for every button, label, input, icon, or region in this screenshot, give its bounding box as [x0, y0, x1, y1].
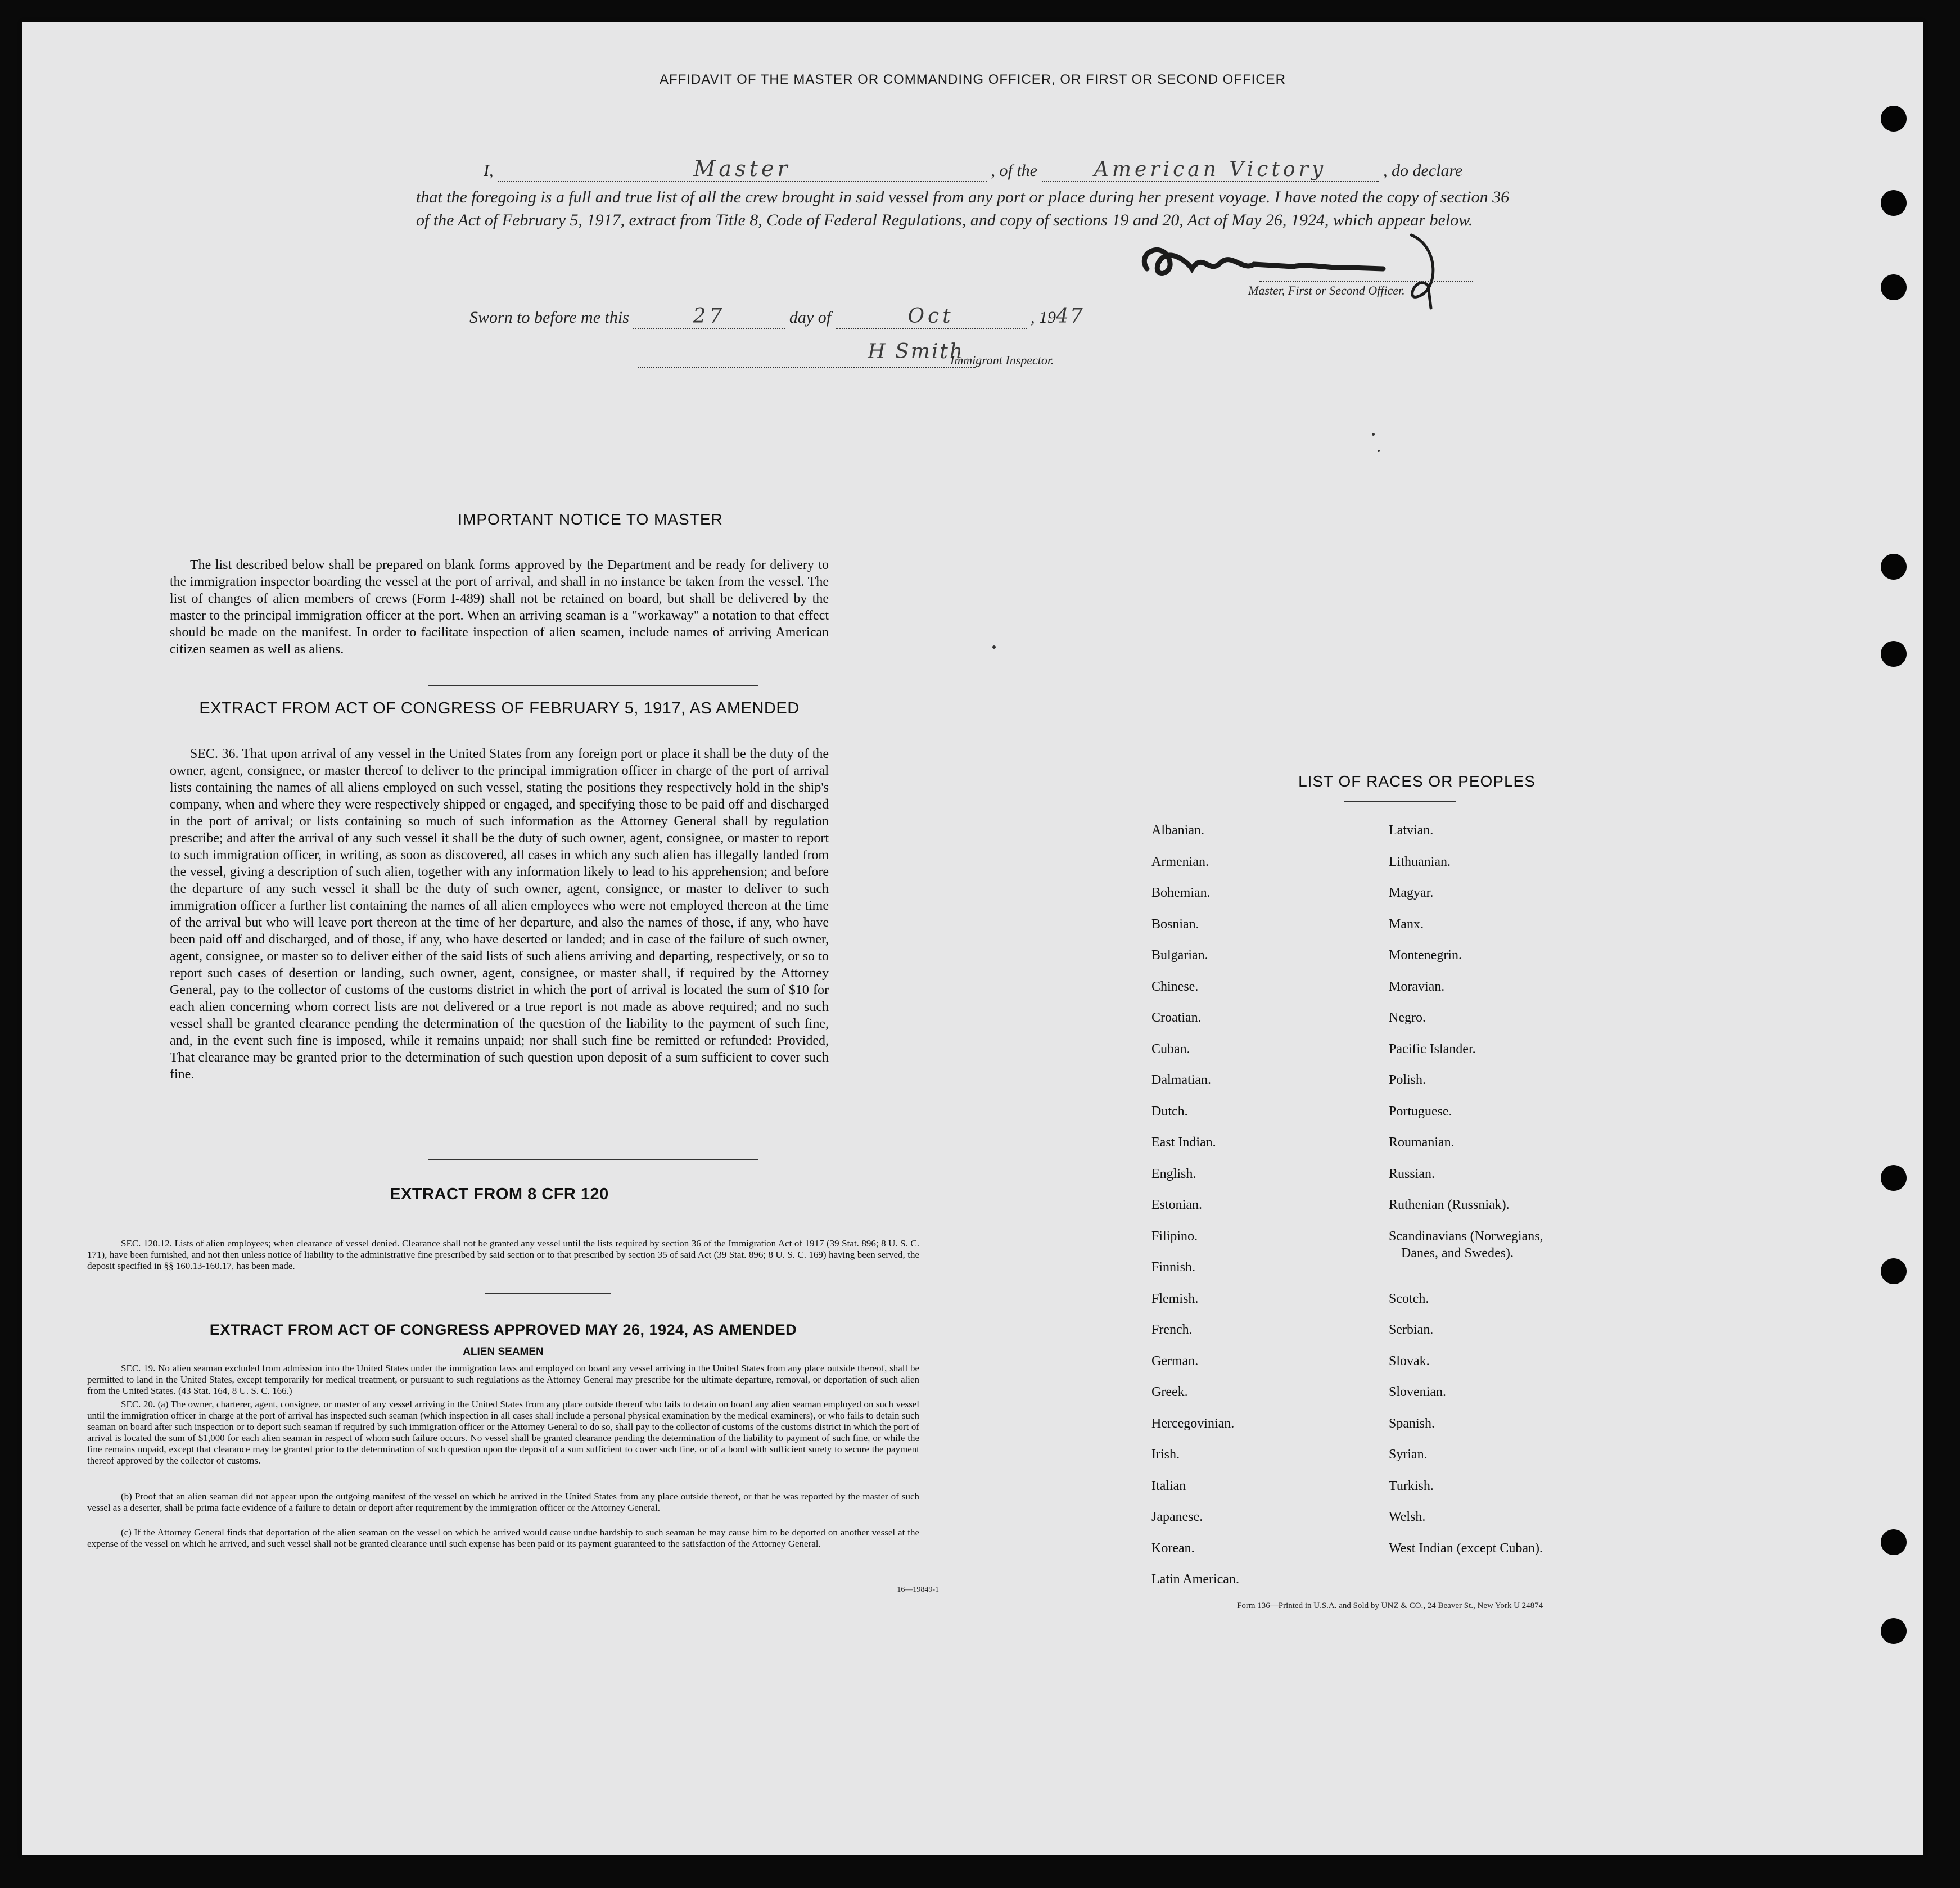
speck	[1378, 450, 1380, 452]
declaration-body: that the foregoing is a full and true list of all the crew brought in said vessel from any port or place during her present voyage. I have noted the copy of section 36 of the Act of February 5, 1917, extract from Title 8, Code of Federal Regulations, and copy of sections 19 and 20, Act of May 26, 1924, which appear below.	[416, 188, 1510, 229]
declaration-of-the: , of the	[991, 161, 1037, 180]
race-item: Albanian.	[1151, 823, 1204, 838]
races-title: LIST OF RACES OR PEOPLES	[1298, 773, 1536, 790]
master-signature	[1124, 229, 1484, 314]
extract-1924-sec20c: (c) If the Attorney General finds that deportation of the alien seaman on the vessel on which he arrived would cause undue hardship to such seaman he may cause him to be deported on another vessel at the expense of the vessel on which he arrived, and such vessel shall not be granted clearance until such expense has been paid or its payment guaranteed to the satisfaction of the Attorney General.	[87, 1527, 919, 1549]
form-number: 16—19849-1	[897, 1586, 939, 1594]
race-item: Russian.	[1389, 1166, 1435, 1181]
vessel-handwritten: American Victory	[1094, 158, 1327, 181]
signature-caption: Master, First or Second Officer.	[1248, 283, 1405, 297]
race-item: Japanese.	[1151, 1510, 1203, 1524]
race-item: Armenian.	[1151, 854, 1209, 869]
punch-hole	[1881, 274, 1907, 300]
race-item: English.	[1151, 1166, 1196, 1181]
notice-body: The list described below shall be prepared on blank forms approved by the Department and be ready for delivery to the immigration inspector boarding the vessel at the port of arrival, and shall in no instance be taken from the vessel. The list of changes of alien members of crews (Form I-489) shall not be retained on board, but shall be delivered by the master to the principal immigration officer at the port. When an arriving seaman is a "workaway" a notation to that effect should be made on the manifest. In order to facilitate inspection of alien seamen, include names of arriving American citizen seamen as well as aliens.	[170, 558, 829, 657]
punch-hole	[1881, 1618, 1907, 1644]
race-item: Pacific Islander.	[1389, 1041, 1476, 1056]
race-item: Moravian.	[1389, 979, 1445, 994]
race-item: Hercegovinian.	[1151, 1416, 1235, 1431]
race-item: Spanish.	[1389, 1416, 1435, 1431]
signature-line	[1259, 281, 1473, 282]
extract-1924-sec19: SEC. 19. No alien seaman excluded from admission into the United States under the immigration laws and employed on board any vessel arriving in the United States from any place outside thereof, shall be permitted to land in the United States, except temporarily for medical treatment, or pursuant to such regulations as the Attorney General may prescribe for the ultimate departure, removal, or deportation of such alien from the United States. (43 Stat. 164, 8 U. S. C. 166.)	[87, 1363, 919, 1396]
sworn-year-prefix: , 19	[1031, 308, 1056, 327]
sworn-day-of: day of	[789, 308, 832, 327]
month-handwritten: Oct	[907, 305, 954, 328]
divider-1	[428, 685, 758, 686]
race-item: Estonian.	[1151, 1198, 1202, 1212]
race-item: Ruthenian (Russniak).	[1389, 1198, 1510, 1212]
document-page	[22, 22, 1923, 1855]
race-item: Italian	[1151, 1478, 1186, 1493]
rank-handwritten: Master	[693, 156, 791, 181]
race-item: Latin American.	[1151, 1572, 1239, 1587]
race-item: Manx.	[1389, 916, 1424, 932]
race-item: Bulgarian.	[1151, 948, 1208, 963]
race-item: Serbian.	[1389, 1322, 1434, 1337]
notice-title: IMPORTANT NOTICE TO MASTER	[458, 511, 723, 528]
punch-hole	[1881, 1165, 1907, 1191]
races-divider	[1344, 801, 1456, 802]
race-item: Welsh.	[1389, 1510, 1426, 1524]
race-item: Slovenian.	[1389, 1385, 1446, 1399]
race-item: Bohemian.	[1151, 886, 1211, 900]
year-handwritten: 47	[1056, 305, 1084, 328]
punch-hole	[1881, 106, 1907, 132]
punch-hole	[1881, 190, 1907, 216]
race-item: Turkish.	[1389, 1478, 1434, 1493]
race-item: West Indian (except Cuban).	[1389, 1541, 1543, 1556]
race-item: Scotch.	[1389, 1291, 1429, 1306]
extract-1924-title: EXTRACT FROM ACT OF CONGRESS APPROVED MAY 26, 1924, AS AMENDED	[209, 1321, 797, 1338]
affidavit-title: AFFIDAVIT OF THE MASTER OR COMMANDING OFFICER, OR FIRST OR SECOND OFFICER	[660, 72, 1286, 87]
race-item: French.	[1151, 1322, 1193, 1337]
race-item: Croatian.	[1151, 1010, 1202, 1025]
race-item: Slovak.	[1389, 1353, 1430, 1368]
divider-3	[485, 1293, 611, 1294]
race-item: Danes, and Swedes).	[1401, 1245, 1514, 1261]
race-item: Scandinavians (Norwegians,	[1389, 1228, 1543, 1244]
extract-1924-subtitle: ALIEN SEAMEN	[463, 1346, 544, 1358]
race-item: Korean.	[1151, 1541, 1195, 1556]
race-item: German.	[1151, 1353, 1199, 1368]
punch-hole	[1881, 641, 1907, 667]
extract-1924-sec20a: SEC. 20. (a) The owner, charterer, agent, consignee, or master of any vessel arriving in the United States from any place outside thereof who fails to detain on board any alien seaman employed on such vessel until the immigration officer in charge at the port of arrival has inspected such seaman (which inspection in all cases shall include a personal physical examination by the medical examiners), or who fails to detain such seaman on board after such inspection or to deport such seaman if required by such immigration officer or the Attorney General to do so, shall pay to the collector of customs of the customs district in which the port of arrival is located the sum of $1,000 for each alien seaman in respect of whom such failure occurs. No vessel shall be granted clearance pending the determination of the liability to payment of such fine, or while the fine remains unpaid, except that clearance may be granted prior to the determination of such question upon the deposit of a sum sufficient to cover such fine, or of a bond with sufficient surety to secure the payment thereof approved by the collector of customs.	[87, 1399, 919, 1466]
printer-footer: Form 136—Printed in U.S.A. and Sold by UNZ & CO., 24 Beaver St., New York U 24874	[1237, 1601, 1543, 1610]
inspector-field	[638, 340, 976, 368]
race-item: East Indian.	[1151, 1135, 1216, 1150]
race-item: Greek.	[1151, 1385, 1188, 1399]
extract-cfr-title: EXTRACT FROM 8 CFR 120	[390, 1185, 609, 1203]
race-item: Filipino.	[1151, 1228, 1198, 1244]
declaration-i: I,	[484, 161, 494, 180]
inspector-handwritten: H Smith	[868, 340, 964, 363]
race-item: Roumanian.	[1389, 1135, 1455, 1150]
race-item: Bosnian.	[1151, 916, 1199, 932]
race-item: Chinese.	[1151, 979, 1199, 994]
day-field	[633, 305, 785, 329]
extract-1917-body: SEC. 36. That upon arrival of any vessel in the United States from any foreign port or place it shall be the duty of the owner, agent, consignee, or master thereof to deliver to the principal immigration officer in charge of the port of arrival lists containing the names of all aliens employed on such vessel, stating the positions they respectively hold in the ship's company, when and where they were respectively shipped or engaged, and specifying those to be paid off and discharged in the port of arrival; or lists containing so much of such information as the Attorney General shall by regulation prescribe; and after the arrival of any such vessel it shall be the duty of such owner, agent, consignee, or master to report to such immigration officer, in writing, as soon as discovered, all cases in which any such alien has illegally landed from the vessel, giving a description of such alien, together with any information likely to lead to his apprehension; and before the departure of any such vessel it shall be the duty of such owner, agent, consignee, or master to deliver to such immigration officer a further list containing the names of all alien employees who were not employed thereon at the time of the arrival but who will leave port thereon at the time of her departure, and also the names of those, if any, who have been paid off and discharged, and of those, if any, who have deserted or landed; and in case of the failure of such owner, agent, consignee, or master so to deliver either of the said lists of such aliens arriving and departing, respectively, or so to report such cases of desertion or landing, such owner, agent, consignee, or master shall, if required by the Attorney General, pay to the collector of customs of the customs district in which the port of arrival is located the sum of $10 for each alien concerning whom correct lists are not delivered or a true report is not made as above required; and no such vessel shall be granted clearance pending the determination of the question of the liability to the payment of such fine, and, in the event such fine is imposed, while it remains unpaid; nor shall such fine be remitted or refunded: Provided, That clearance may be granted prior to the determination of such question upon deposit of a sum sufficient to cover such fine.	[170, 747, 829, 1082]
race-item: Magyar.	[1389, 886, 1434, 900]
race-item: Irish.	[1151, 1447, 1180, 1462]
sworn-prefix: Sworn to before me this	[469, 308, 629, 327]
race-item: Portuguese.	[1389, 1104, 1452, 1119]
punch-hole	[1881, 1258, 1907, 1284]
punch-hole	[1881, 554, 1907, 580]
race-item: Lithuanian.	[1389, 854, 1451, 869]
race-item: Finnish.	[1151, 1260, 1196, 1275]
race-item: Dutch.	[1151, 1104, 1188, 1119]
inspector-caption: Immigrant Inspector.	[950, 353, 1054, 367]
rank-field	[498, 156, 987, 182]
extract-1917-title: EXTRACT FROM ACT OF CONGRESS OF FEBRUARY 5, 1917, AS AMENDED	[199, 699, 800, 717]
extract-cfr-body: SEC. 120.12. Lists of alien employees; when clearance of vessel denied. Clearance shall not be granted any vessel until the lists required by section 36 of the Immigration Act of 1917 (39 Stat. 896; 8 U. S. C. 171), have been furnished, and not then unless notice of liability to the administrative fine prescribed by said section or to that prescribed by section 35 of said Act (39 Stat. 896; 8 U. S. C. 169) having been served, the deposit specified in §§ 160.13-160.17, has been made.	[87, 1238, 919, 1271]
divider-2	[428, 1159, 758, 1160]
race-item: Polish.	[1389, 1073, 1426, 1087]
punch-hole	[1881, 1529, 1907, 1555]
race-item: Dalmatian.	[1151, 1073, 1211, 1087]
sworn-line	[469, 305, 1200, 329]
declaration-do-declare: , do declare	[1383, 161, 1463, 180]
day-handwritten: 27	[693, 305, 726, 328]
vessel-field	[1042, 158, 1379, 182]
extract-1924-sec20b: (b) Proof that an alien seaman did not appear upon the outgoing manifest of the vessel on which he arrived in the United States from any place outside thereof, or that he was reported by the master of such vessel as a deserter, shall be prima facie evidence of a failure to detain or deport after requirement by the immigration officer or the Attorney General.	[87, 1491, 919, 1513]
race-item: Negro.	[1389, 1010, 1426, 1025]
race-item: Cuban.	[1151, 1041, 1190, 1056]
race-item: Flemish.	[1151, 1291, 1199, 1306]
race-item: Montenegrin.	[1389, 948, 1462, 963]
speck	[992, 645, 996, 649]
speck	[1372, 433, 1375, 436]
month-field	[836, 305, 1027, 329]
race-item: Latvian.	[1389, 823, 1434, 838]
race-item: Syrian.	[1389, 1447, 1428, 1462]
declaration-line	[484, 156, 1518, 182]
